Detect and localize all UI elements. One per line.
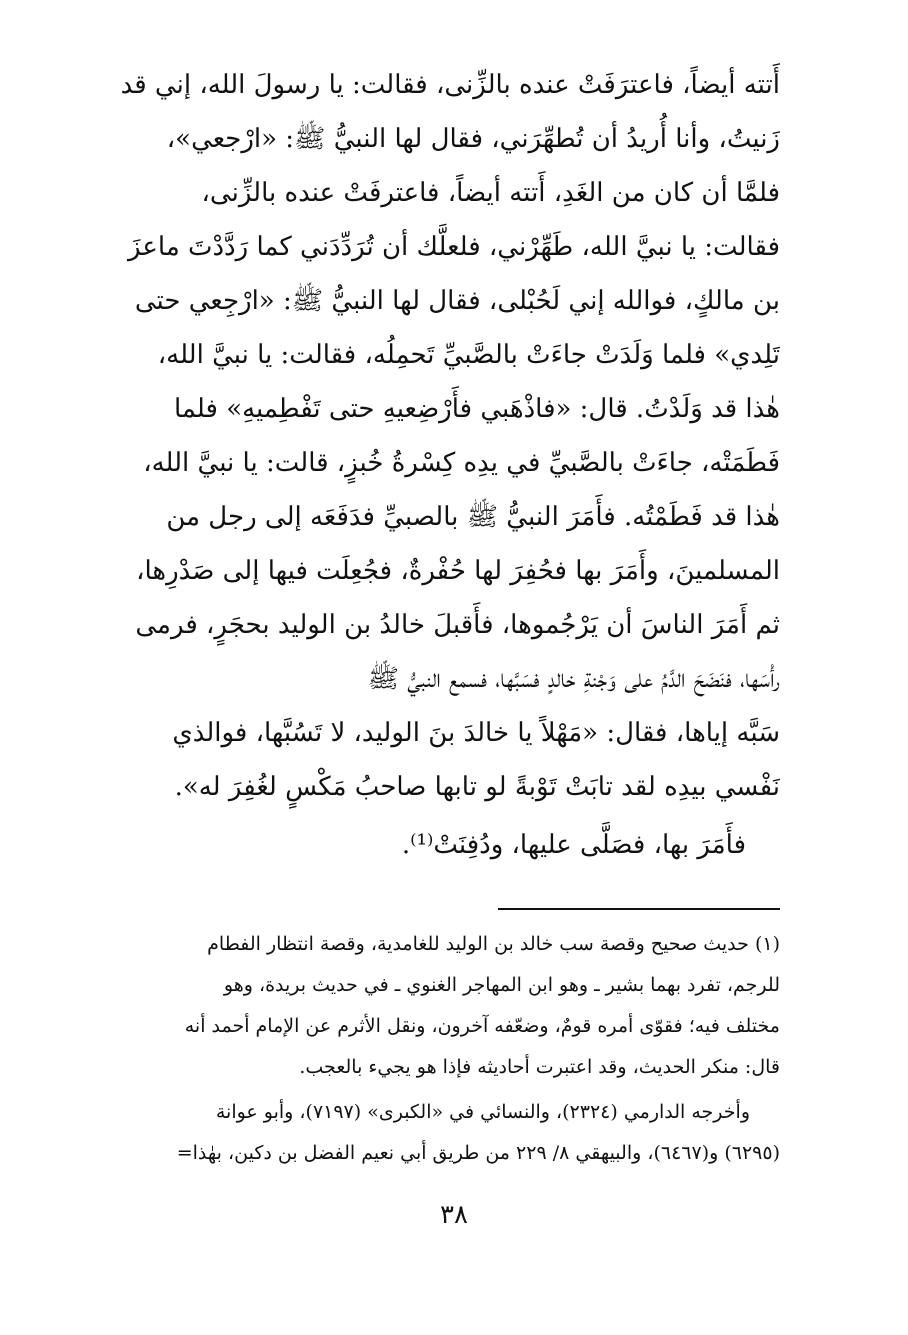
footnote-line-3: مختلف فيه؛ فقوّى أمره قومٌ، وضعّفه آخرون، ونقل الأثرم عن الإمام أحمد أنه <box>184 1015 780 1037</box>
body-line-1: أَتته أيضاً، فاعترَفَتْ عنده بالزِّنى، فقالت: يا رسولَ الله، إني قد <box>120 70 780 100</box>
body-line-14: نَفْسي بيدِه لقد تابَتْ تَوْبةً لو تابها صاحبُ مَكْسٍ لغُفِرَ له». <box>174 772 780 802</box>
main-text-block <box>120 58 780 872</box>
footnotes-block <box>118 924 780 1174</box>
body-line-6: تَلِدي» فلما وَلَدَتْ جاءَتْ بالصَّبيِّ تَحمِلُه، فقالت: يا نبيَّ الله، <box>157 340 780 370</box>
body-line-8: فَطَمَتْه، جاءَتْ بالصَّبيِّ في يدِه كِسْرةُ خُبزٍ، قالت: يا نبيَّ الله، <box>143 448 780 478</box>
body-line-7: هٰذا قد وَلَدْتُ. قال: «فاذْهَبي فأَرْضِعيهِ حتى تَفْطِميهِ» فلما <box>173 394 780 424</box>
body-line-11: ثم أَمَرَ الناسَ أن يَرْجُموها، فأَقبلَ خالدُ بن الوليد بحجَرٍ، فرمى <box>135 610 780 640</box>
footnote-line-4: قال: منكر الحديث، وقد اعتبرت أحاديثه فإذا هو يجيء بالعجب. <box>299 1056 780 1078</box>
body-line-4: فقالت: يا نبيَّ الله، طَهِّرْني، فلعلَّك أن تُرَدِّدَني كما رَدَّدْتَ ماعزَ <box>128 232 780 262</box>
closing-line: فأَمَرَ بها، فصَلَّى عليها، ودُفِنَتْ⁽¹⁾. <box>401 830 746 860</box>
body-line-5: بن مالكٍ، فوالله إني لَحُبْلى، فقال لها النبيُّ ﷺ: «ارْجِعي حتى <box>134 286 780 316</box>
footnote-line-2: للرجم، تفرد بهما بشير ـ وهو ابن المهاجر الغنوي ـ في حديث بريدة، وهو <box>223 974 780 996</box>
footnote-divider <box>498 908 780 910</box>
footnote-line-5: وأخرجه الدارمي (٢٣٢٤)، والنسائي في «الكبرى» (٧١٩٧)، وأبو عوانة <box>215 1101 750 1123</box>
body-line-3: فلمَّا أن كان من الغَدِ، أَتته أيضاً، فاعترفَتْ عنده بالزِّنى، <box>201 178 780 208</box>
page-number: ٣٨ <box>440 1200 468 1230</box>
footnote-line-6: (٦٢٩٥) و(٦٤٦٧)، والبيهقي ٨/ ٢٢٩ من طريق أبي نعيم الفضل بن دكين، بهٰذا= <box>176 1142 780 1164</box>
body-line-10: المسلمينَ، وأَمَرَ بها فحُفِرَ لها حُفْرةٌ، فجُعِلَت فيها إلى صَدْرِها، <box>136 556 780 586</box>
footnote-line-1: (١) حديث صحيح وقصة سب خالد بن الوليد للغامدية، وقصة انتظار الفطام <box>207 933 780 955</box>
body-line-13: سَبَّه إياها، فقال: «مَهْلاً يا خالدَ بنَ الوليد، لا تَسُبَّها، فوالذي <box>172 718 780 748</box>
body-line-2: زَنيتُ، وأنا أُريدُ أن تُطهِّرَني، فقال لها النبيُّ ﷺ: «ارْجعي»، <box>166 124 780 154</box>
body-line-12: رأْسَها، فنَضَحَ الدَّمُ على وَجْنةِ خالدٍ فسَبَّها، فسمع النبيُّ ﷺ <box>367 664 780 694</box>
body-line-9: هٰذا قد فَطَمْتُه. فأَمَرَ النبيُّ ﷺ بالصبيِّ فدَفَعَه إلى رجل من <box>166 502 780 532</box>
